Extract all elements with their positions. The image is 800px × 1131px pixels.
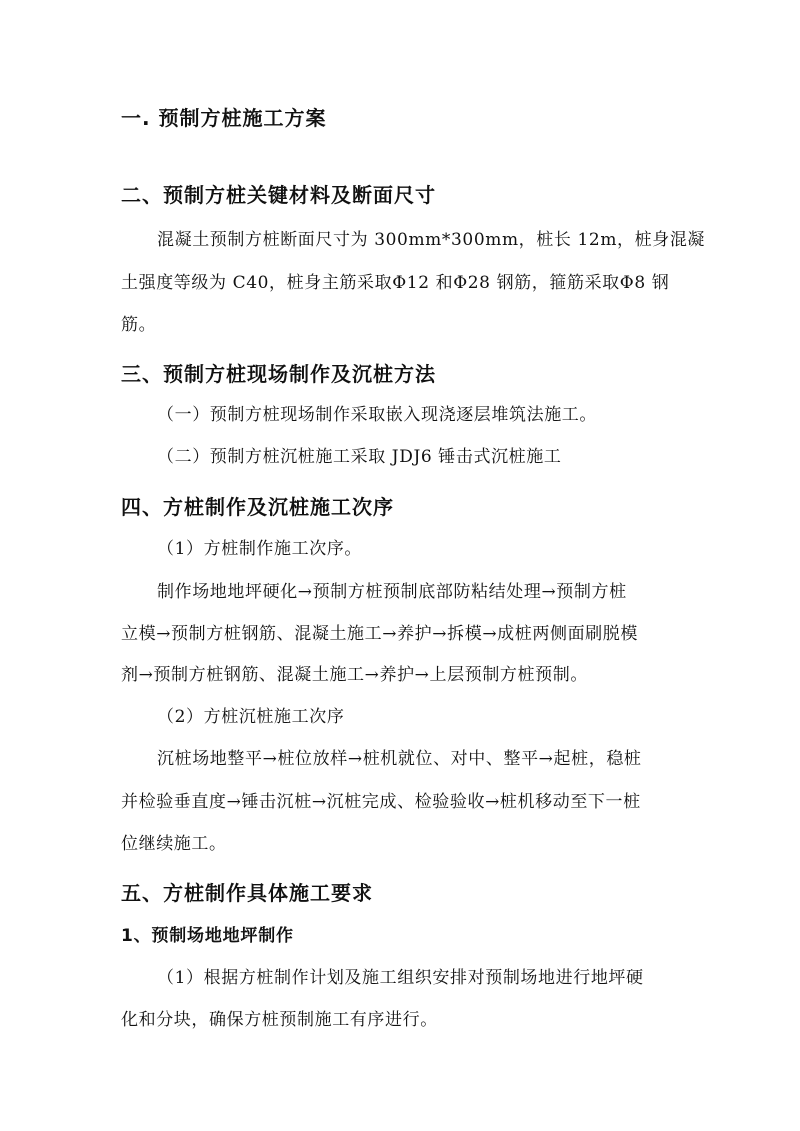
section-4-paragraph-2-line-1: 沉桩场地整平→桩位放样→桩机就位、对中、整平→起桩，稳桩 (157, 749, 642, 769)
section-2-paragraph-line-2: 土强度等级为 C40，桩身主筋采取Φ12 和Φ28 钢筋，箍筋采取Φ8 钢 (121, 273, 670, 293)
section-4-subheading-2: （2）方桩沉桩施工次序 (157, 707, 345, 727)
section-2-heading: 二、预制方桩关键材料及断面尺寸 (121, 183, 436, 207)
document-title: 一. 预制方桩施工方案 (121, 106, 327, 130)
section-2-paragraph-line-3: 筋。 (121, 315, 157, 335)
section-3-heading: 三、预制方桩现场制作及沉桩方法 (121, 362, 436, 386)
section-4-paragraph-1-line-3: 剂→预制方桩钢筋、混凝土施工→养护→上层预制方桩预制。 (121, 665, 588, 685)
section-4-subheading-1: （1）方桩制作施工次序。 (157, 539, 363, 559)
section-5-paragraph-line-1: （1）根据方桩制作计划及施工组织安排对预制场地进行地坪硬 (157, 968, 644, 988)
section-5-subheading: 1、预制场地地坪制作 (121, 926, 294, 946)
section-4-paragraph-1-line-1: 制作场地地坪硬化→预制方桩预制底部防粘结处理→预制方桩 (157, 582, 627, 602)
section-4-heading: 四、方桩制作及沉桩施工次序 (121, 495, 394, 519)
section-5-heading: 五、方桩制作具体施工要求 (121, 881, 373, 905)
section-3-item-2: （二）预制方桩沉桩施工采取 JDJ6 锤击式沉桩施工 (157, 447, 562, 467)
section-2-paragraph-line-1: 混凝土预制方桩断面尺寸为 300mm*300mm，桩长 12m，桩身混凝 (157, 230, 706, 250)
section-5-paragraph-line-2: 化和分块，确保方桩预制施工有序进行。 (121, 1010, 438, 1030)
section-4-paragraph-2-line-2: 并检验垂直度→锤击沉桩→沉桩完成、检验验收→桩机移动至下一桩 (121, 792, 641, 812)
section-4-paragraph-2-line-3: 位继续施工。 (121, 834, 227, 854)
section-4-paragraph-1-line-2: 立模→预制方桩钢筋、混凝土施工→养护→拆模→成桩两侧面刷脱模 (121, 624, 638, 644)
section-3-item-1: （一）预制方桩现场制作采取嵌入现浇逐层堆筑法施工。 (157, 405, 597, 425)
